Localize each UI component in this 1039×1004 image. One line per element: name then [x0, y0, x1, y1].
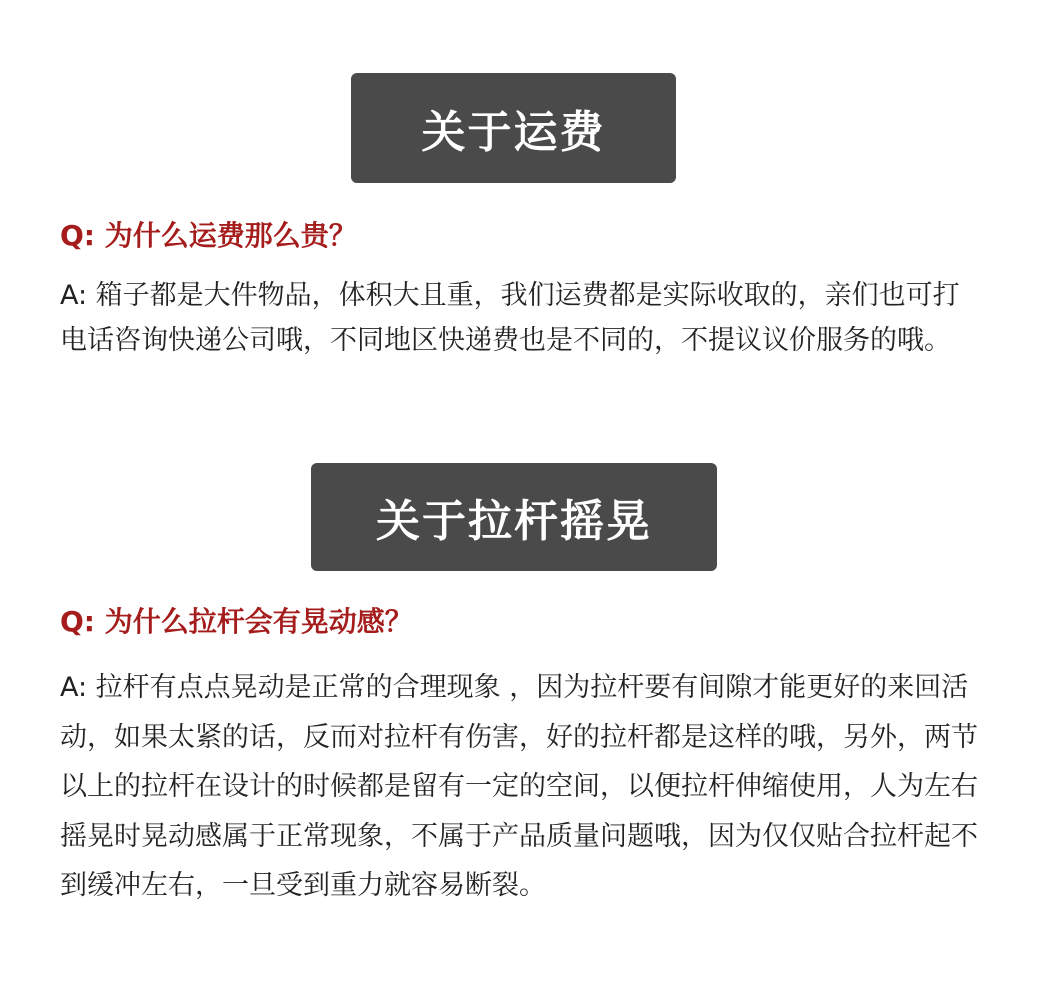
answer-handle: A: 拉杆有点点晃动是正常的合理现象 ，因为拉杆要有间隙才能更好的来回活动，如果太紧的话，反而对拉杆有伤害，好的拉杆都是这样的哦，另外，两节以上的拉杆在设计的时候都是留有一定的空间，以便拉杆伸缩使用，人为左右摇晃时晃动感属于正常现象，不属于产品质量问题哦，因为仅仅贴合拉杆起不到缓冲左右，一旦受到重力就容易断裂。 — [60, 672, 978, 901]
answer-shipping: A: 箱子都是大件物品，体积大且重，我们运费都是实际收取的，亲们也可打电话咨询快递公司哦，不同地区快递费也是不同的，不提议议价服务的哦。 — [60, 280, 960, 356]
section-title-shipping: 关于运费 — [351, 73, 676, 183]
question-shipping: Q: 为什么运费那么贵？ — [60, 219, 357, 252]
question-handle: Q: 为什么拉杆会有晃动感？ — [60, 605, 413, 638]
section-title-handle: 关于拉杆摇晃 — [311, 463, 717, 571]
